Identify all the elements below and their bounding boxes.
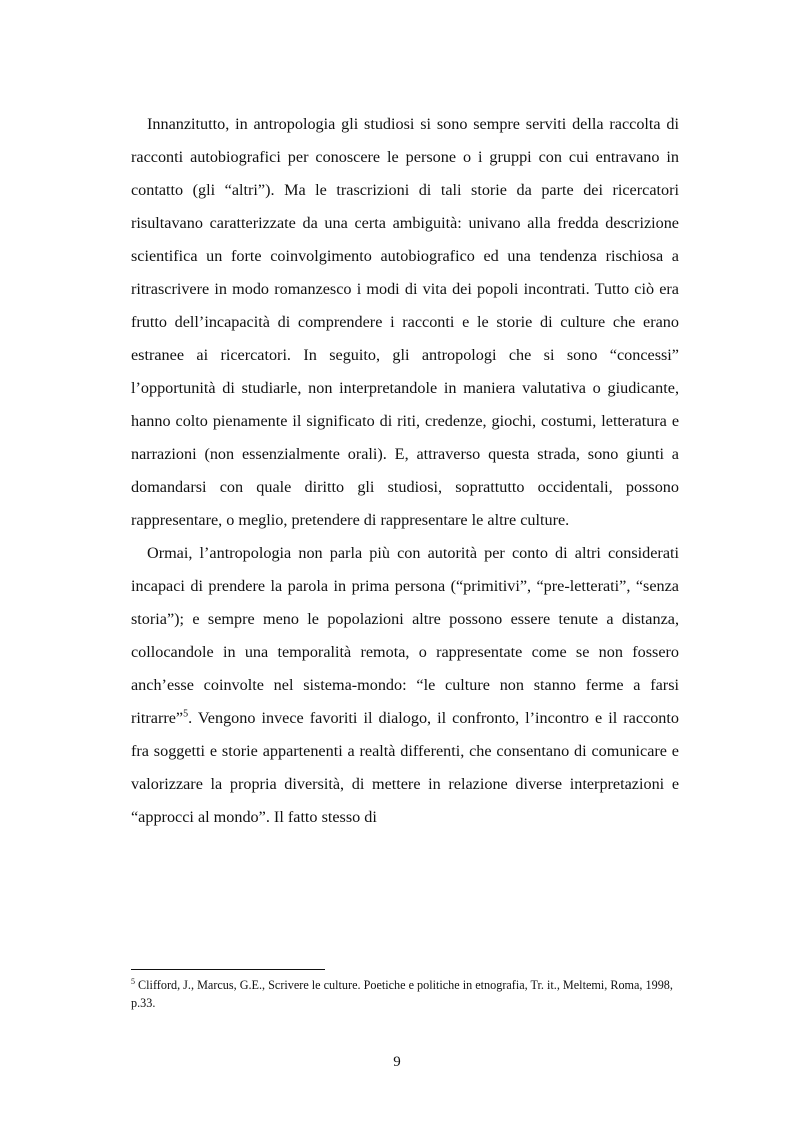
footnote-number: 5 [131, 976, 135, 986]
footnote-reference[interactable]: 5 [183, 708, 189, 720]
footnote-text: Clifford, J., Marcus, G.E., Scrivere le culture. Poetiche e politiche in etnografia, Tr. it., Meltemi, Roma, 1998, p.33. [131, 978, 673, 1010]
footnote [131, 976, 679, 1012]
paragraph-2-text-before-note: Ormai, l’antropologia non parla più con autorità per conto di altri considerati incapaci di prendere la parola in prima persona (“primitivi”, “pre-letterati”, “senza storia”); e sempre meno le popolazioni altre possono essere tenute a distanza, collocandole in una temporalità remota, o rappresentate come se non fossero anch’esse coinvolte nel sistema-mondo: “le culture non stanno ferme a farsi ritrarre” [131, 544, 679, 727]
paragraph-2 [131, 537, 679, 834]
paragraph-1: Innanzitutto, in antropologia gli studiosi si sono sempre serviti della raccolta di racconti autobiografici per conoscere le persone o i gruppi con cui entravano in contatto (gli “altri”). Ma le trascrizioni di tali storie da parte dei ricercatori risultavano caratterizzate da una certa ambiguità: univano alla fredda descrizione scientifica un forte coinvolgimento autobiografico ed una tendenza rischiosa a ritrascrivere in modo romanzesco i modi di vita dei popoli incontrati. Tutto ciò era frutto dell’incapacità di comprendere i racconti e le storie di culture che erano estranee ai ricercatori. In seguito, gli antropologi che si sono “concessi” l’opportunità di studiarle, non interpretandole in maniera valutativa o giudicante, hanno colto pienamente il significato di riti, credenze, giochi, costumi, letteratura e narrazioni (non essenzialmente orali). E, attraverso questa strada, sono giunti a domandarsi con quale diritto gli studiosi, soprattutto occidentali, possono rappresentare, o meglio, pretendere di rappresentare le altre culture. [131, 115, 679, 529]
footnote-separator [131, 969, 325, 970]
paragraph-2-text-after-note: . Vengono invece favoriti il dialogo, il confronto, l’incontro e il racconto fra soggetti e storie appartenenti a realtà differenti, che consentano di comunicare e valorizzare la propria diversità, di mettere in relazione diverse interpretazioni e “approcci al mondo”. Il fatto stesso di [131, 709, 679, 826]
body-text [131, 108, 679, 834]
page-number: 9 [393, 1054, 401, 1070]
